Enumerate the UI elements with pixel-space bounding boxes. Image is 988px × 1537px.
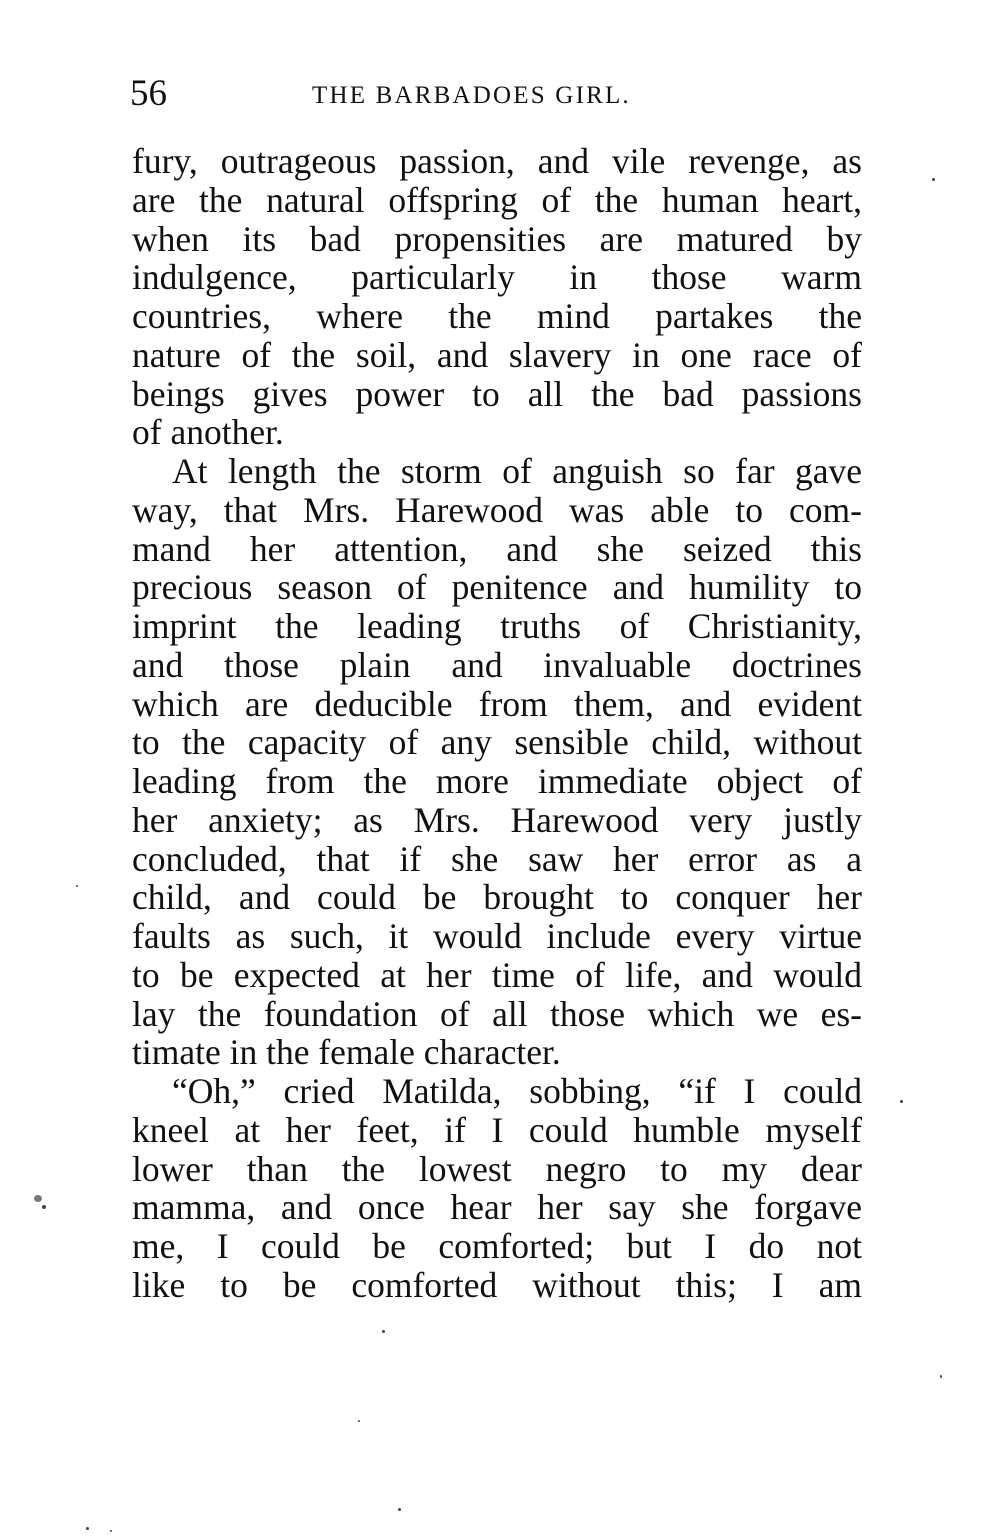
text-line: and those plain and invaluable doctrines [132,644,862,685]
text-line: leading from the more immediate object of [132,761,862,801]
text-line: like to be comforted without this; I am [132,1264,862,1305]
text-line-paragraph-start: “Oh,” cried Matilda, sobbing, “if I could [172,1071,862,1111]
speck [76,885,78,887]
text-line: indulgence, particularly in those warm [132,257,862,298]
text-line: child, and could be brought to conquer her [132,877,862,918]
text-line: mamma, and once hear her say she forgave [132,1187,862,1228]
text-line: lay the foundation of all those which we es- [132,993,862,1034]
text-line: concluded, that if she saw her error as a [132,838,862,879]
text-line: precious season of penitence and humility to [132,567,862,608]
text-line-paragraph-end: timate in the female character. [132,1032,561,1073]
text-line: kneel at her feet, if I could humble myself [132,1109,862,1150]
text-line: her anxiety; as Mrs. Harewood very justly [132,799,862,840]
speck [932,178,935,181]
text-line: fury, outrageous passion, and vile revenge, as [132,141,862,181]
text-line: are the natural offspring of the human heart, [132,179,862,220]
speck [900,1100,903,1103]
text-line: countries, where the mind partakes the [132,296,862,336]
speck [110,1530,112,1532]
running-title: THE BARBADOES GIRL. [312,82,631,109]
text-line: to the capacity of any sensible child, without [132,722,862,763]
running-head [130,74,870,114]
text-line-paragraph-start: At length the storm of anguish so far gave [172,451,862,491]
page-number: 56 [130,73,167,114]
speck [34,1195,42,1202]
body-text [132,142,862,1305]
text-line: beings gives power to all the bad passions [132,373,862,414]
text-line: which are deducible from them, and evident [132,683,862,724]
speck [940,1375,942,1378]
text-line: lower than the lowest negro to my dear [132,1148,862,1189]
text-line: nature of the soil, and slavery in one race of [132,334,862,375]
speck [382,1330,385,1333]
text-line: faults as such, it would include every virtue [132,916,862,956]
text-line: me, I could be comforted; but I do not [132,1226,862,1266]
text-line: imprint the leading truths of Christianity, [132,606,862,646]
text-line: mand her attention, and she seized this [132,528,862,569]
speck [358,1420,360,1422]
speck [42,1205,46,1209]
text-line: to be expected at her time of life, and would [132,954,862,995]
text-line-paragraph-end: of another. [132,412,284,453]
text-line: when its bad propensities are matured by [132,218,862,259]
speck [398,1508,401,1511]
text-line: way, that Mrs. Harewood was able to com- [132,489,862,530]
speck [86,1527,89,1530]
